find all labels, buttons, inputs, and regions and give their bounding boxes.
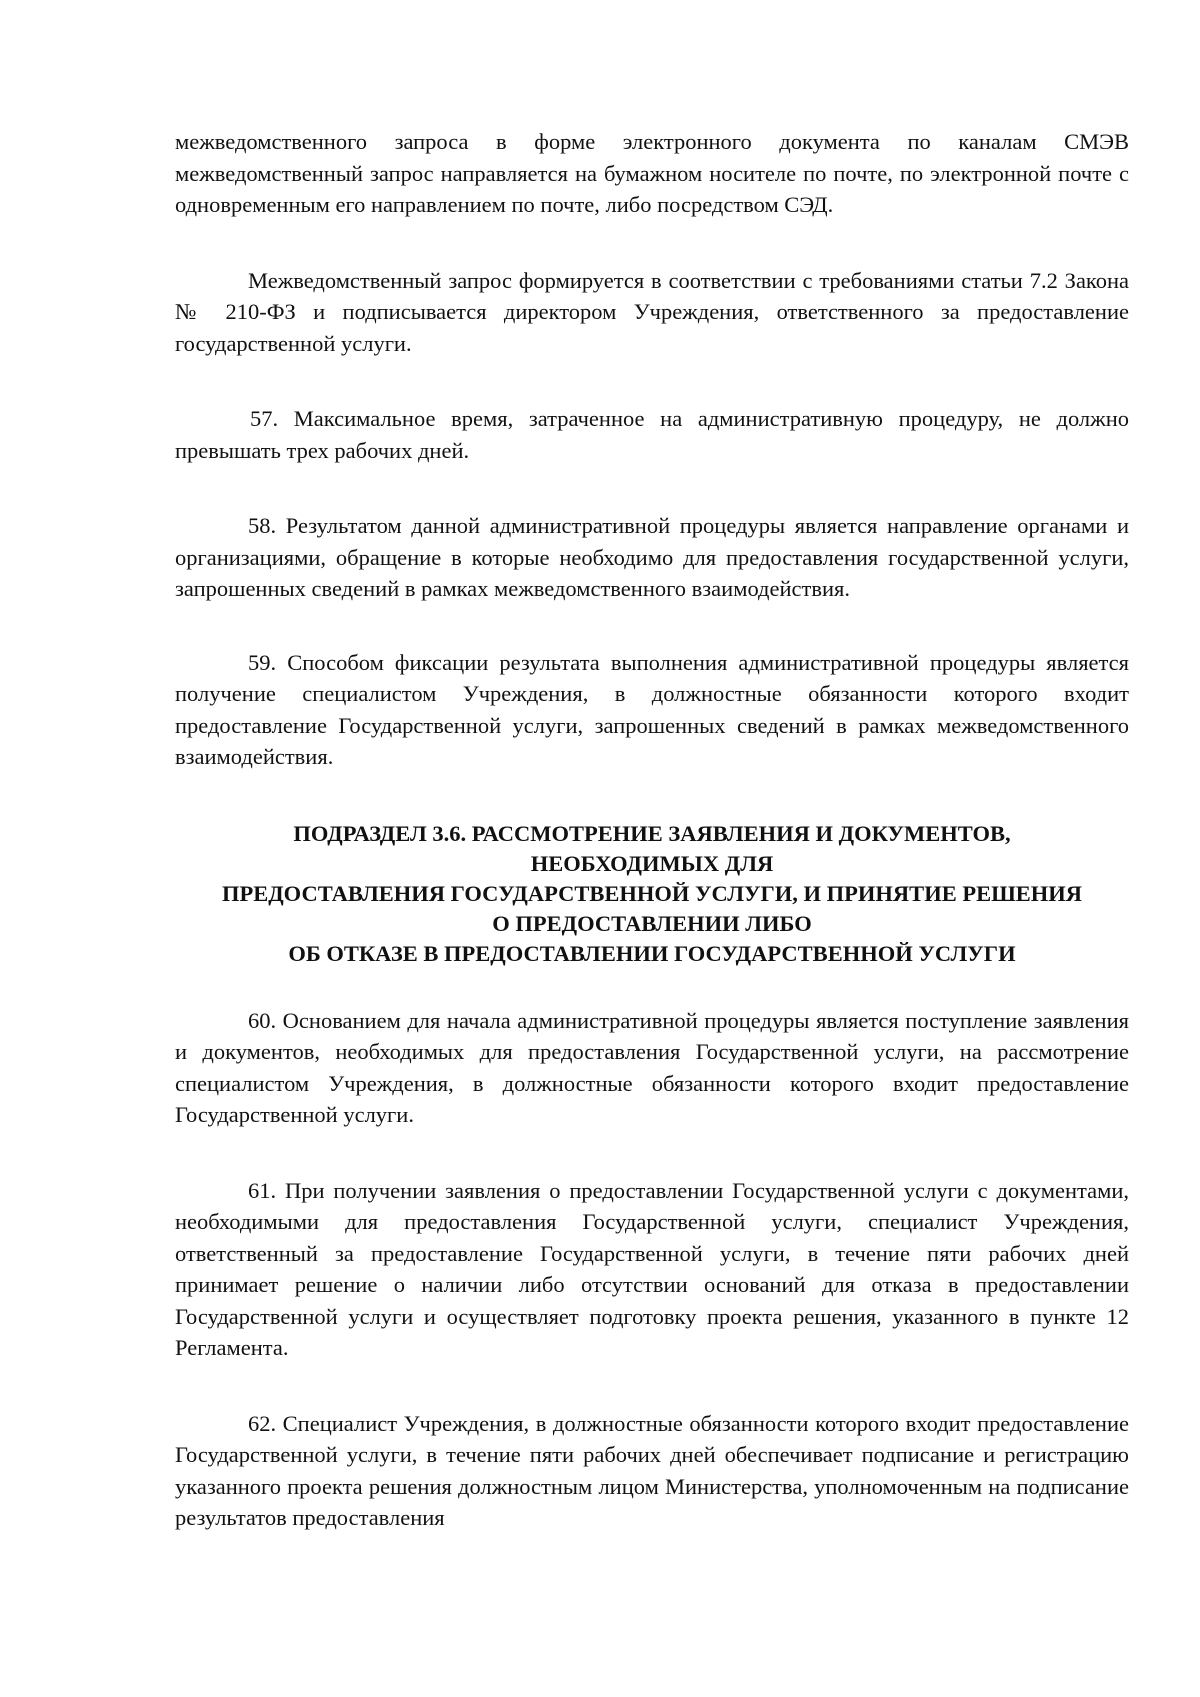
section-heading-line: ПОДРАЗДЕЛ 3.6. РАССМОТРЕНИЕ ЗАЯВЛЕНИЯ И ДОКУМЕНТОВ, <box>293 820 1011 846</box>
section-heading-line: НЕОБХОДИМЫХ ДЛЯ <box>530 850 774 876</box>
section-heading-line: О ПРЕДОСТАВЛЕНИИ ЛИБО <box>492 910 812 936</box>
paragraph-58: 58. Результатом данной административной процедуры является направление органами и организациями, обращение в которые необходимо для предоставления государственной услуги, запрошенных сведений в рамках межведомственного взаимодействия. <box>175 513 1129 601</box>
paragraph-interagency-request: Межведомственный запрос формируется в соответствии с требованиями статьи 7.2 Закона № 210-ФЗ и подписывается директором Учреждения, ответственного за предоставление государственной услуги. <box>175 267 1129 356</box>
section-heading-line: ОБ ОТКАЗЕ В ПРЕДОСТАВЛЕНИИ ГОСУДАРСТВЕННОЙ УСЛУГИ <box>288 940 1016 966</box>
paragraph-57: 57. Максимальное время, затраченное на административную процедуру, не должно превышать трех рабочих дней. <box>175 406 1129 463</box>
paragraph-62: 62. Специалист Учреждения, в должностные обязанности которого входит предоставление Государственной услуги, в течение пяти рабочих дней обеспечивает подписание и регистрацию указанного проекта решения должностным лицом Министерства, уполномоченным на подписание результатов предоставления <box>175 1410 1129 1530</box>
paragraph-60: 60. Основанием для начала административной процедуры является поступление заявления и документов, необходимых для предоставления Государственной услуги, на рассмотрение специалистом Учреждения, в должностные обязанности которого входит предоставление Государственной услуги. <box>175 1007 1129 1127</box>
section-heading-line: ПРЕДОСТАВЛЕНИЯ ГОСУДАРСТВЕННОЙ УСЛУГИ, И ПРИНЯТИЕ РЕШЕНИЯ <box>221 880 1083 906</box>
paragraph-continuation: межведомственного запроса в форме электронного документа по каналам СМЭВ межведомственный запрос направляется на бумажном носителе по почте, по электронной почте с одновременным его направлением по почте, либо посредством СЭД. <box>175 129 1129 217</box>
document-page <box>175 126 1129 1534</box>
paragraph-61: 61. При получении заявления о предоставлении Государственной услуги с документами, необходимыми для предоставления Государственной услуги, специалист Учреждения, ответственный за предоставление Государственной услуги, в течение пяти рабочих дней принимает решение о наличии либо отсутствии оснований для отказа в предоставлении Государственной услуги и осуществляет подготовку проекта решения, указанного в пункте 12 Регламента. <box>175 1177 1129 1360</box>
section-heading <box>175 819 1129 969</box>
paragraph-59: 59. Способом фиксации результата выполнения административной процедуры является получение специалистом Учреждения, в должностные обязанности которого входит предоставление Государственной услуги, запрошенных сведений в рамках межведомственного взаимодействия. <box>175 649 1129 769</box>
